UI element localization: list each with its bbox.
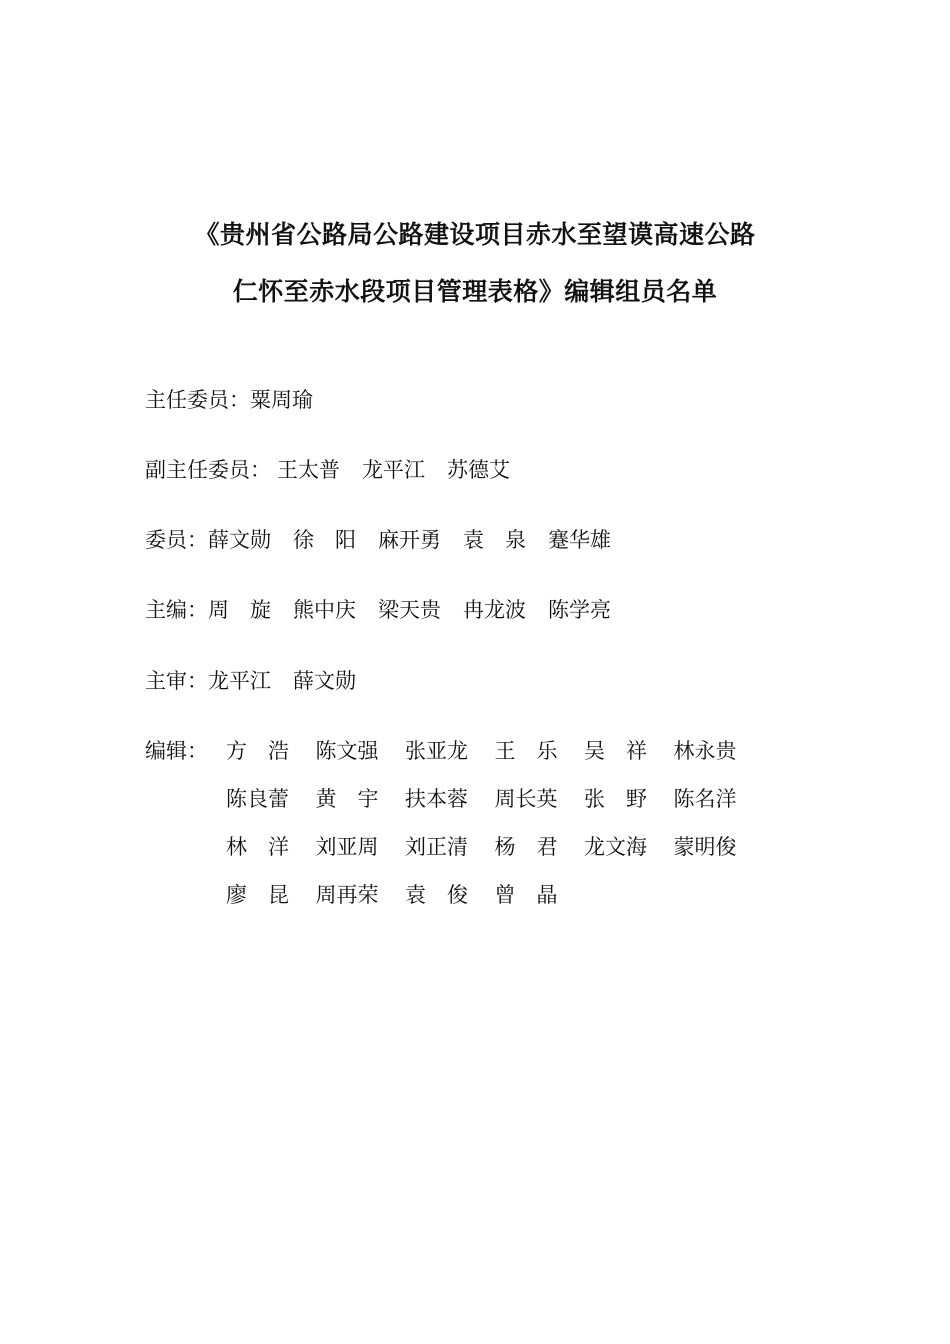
editor-name: 方 浩 (226, 739, 289, 763)
chief-reviewers-row (145, 666, 378, 696)
chief-editors-row (145, 595, 633, 625)
chief-editor-name: 周 旋 (208, 598, 271, 622)
deputy-director-name: 苏德艾 (447, 458, 510, 482)
deputy-director-name: 龙平江 (362, 458, 425, 482)
editor-name: 扶本蓉 (405, 787, 468, 811)
member-name: 麻开勇 (378, 528, 441, 552)
editor-name: 龙文海 (584, 835, 647, 859)
director-label: 主任委员： (145, 388, 250, 412)
editor-name: 周再荣 (315, 883, 379, 907)
chief-editors-label: 主编： (145, 598, 208, 622)
deputy-directors-row (145, 455, 532, 485)
deputy-directors-label: 副主任委员： (145, 458, 271, 482)
document-title-line-2: 仁怀至赤水段项目管理表格》编辑组员名单 (232, 277, 718, 306)
editor-name: 曾 晶 (494, 883, 558, 907)
editor-name: 刘亚周 (315, 835, 379, 859)
editor-name: 周长英 (494, 787, 558, 811)
director-row (145, 385, 335, 415)
editor-name: 张 野 (584, 787, 647, 811)
editor-name: 袁 俊 (405, 883, 468, 907)
editor-name: 张亚龙 (405, 739, 468, 763)
chief-editor-name: 梁天贵 (378, 598, 441, 622)
editor-name: 吴 祥 (584, 739, 647, 763)
chief-reviewer-name: 薛文勋 (293, 669, 356, 693)
editors-label: 编辑： (145, 739, 208, 763)
members-row (145, 525, 633, 555)
members-label: 委员： (145, 528, 208, 552)
editor-name: 蒙明俊 (673, 835, 737, 859)
chief-reviewer-name: 龙平江 (208, 669, 271, 693)
editor-name: 廖 昆 (226, 883, 289, 907)
editor-name: 黄 宇 (315, 787, 379, 811)
chief-reviewers-label: 主审： (145, 669, 208, 693)
chief-editor-name: 冉龙波 (463, 598, 526, 622)
editor-name: 杨 君 (494, 835, 558, 859)
member-name: 徐 阳 (293, 528, 356, 552)
member-name: 蹇华雄 (548, 528, 611, 552)
editor-name: 陈良蕾 (226, 787, 289, 811)
member-name: 薛文勋 (208, 528, 271, 552)
editor-name: 刘正清 (405, 835, 468, 859)
editor-name: 林永贵 (673, 739, 737, 763)
editor-name: 陈名洋 (673, 787, 737, 811)
director-name: 粟周瑜 (250, 388, 313, 412)
editors-grid (226, 736, 763, 928)
chief-editor-name: 陈学亮 (548, 598, 611, 622)
member-name: 袁 泉 (463, 528, 526, 552)
chief-editor-name: 熊中庆 (293, 598, 356, 622)
deputy-director-name: 王太普 (277, 458, 340, 482)
editor-name: 陈文强 (315, 739, 379, 763)
editor-name: 王 乐 (494, 739, 558, 763)
editor-name: 林 洋 (226, 835, 289, 859)
document-title-line-1: 《贵州省公路局公路建设项目赤水至望谟高速公路 (194, 220, 756, 249)
